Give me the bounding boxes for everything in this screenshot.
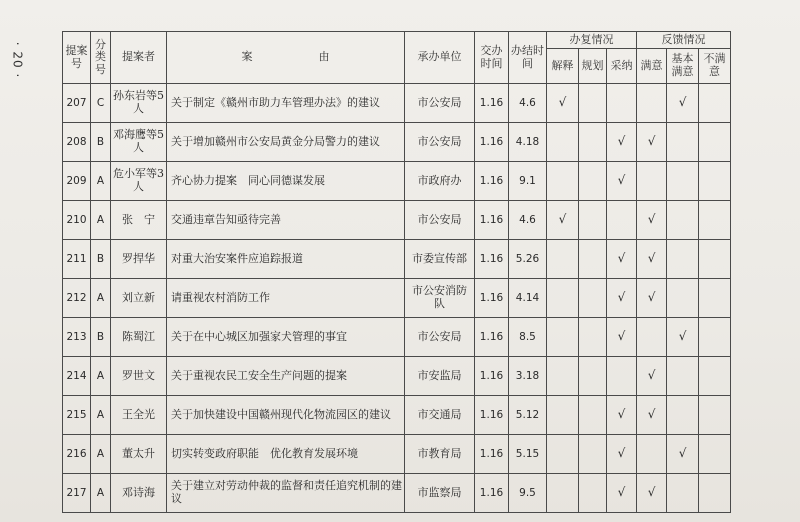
- cell-category: A: [91, 201, 111, 240]
- header-handling-group: 办复情况: [547, 32, 637, 49]
- cell-delivery-date: 1.16: [475, 162, 509, 201]
- cell-feedback-unsatisfied: [699, 318, 731, 357]
- cell-feedback-unsatisfied: [699, 396, 731, 435]
- header-handling-plan: 规划: [579, 49, 607, 84]
- cell-feedback-basically-satisfied: [667, 474, 699, 513]
- header-id: 提案号: [63, 32, 91, 84]
- header-feedback-satisfied: 满意: [637, 49, 667, 84]
- cell-proposer: 罗世文: [111, 357, 167, 396]
- cell-handling-plan: [579, 474, 607, 513]
- cell-unit: 市公安局: [405, 123, 475, 162]
- cell-completion-date: 4.14: [509, 279, 547, 318]
- header-handling-adopt: 采纳: [607, 49, 637, 84]
- cell-delivery-date: 1.16: [475, 357, 509, 396]
- cell-handling-plan: [579, 435, 607, 474]
- header-handling-explain: 解释: [547, 49, 579, 84]
- page-number: [8, 40, 26, 80]
- cell-completion-date: 4.6: [509, 84, 547, 123]
- cell-id: 207: [63, 84, 91, 123]
- cell-handling-adopt: √: [607, 162, 637, 201]
- cell-feedback-basically-satisfied: √: [667, 84, 699, 123]
- cell-completion-date: 4.6: [509, 201, 547, 240]
- table-row: [63, 318, 731, 357]
- table-row: [63, 357, 731, 396]
- cell-feedback-satisfied: √: [637, 396, 667, 435]
- cell-feedback-satisfied: √: [637, 123, 667, 162]
- cell-case: 对重大治安案件应追踪报道: [167, 240, 405, 279]
- cell-feedback-basically-satisfied: √: [667, 435, 699, 474]
- cell-delivery-date: 1.16: [475, 279, 509, 318]
- cell-delivery-date: 1.16: [475, 123, 509, 162]
- cell-unit: 市公安局: [405, 318, 475, 357]
- cell-delivery-date: 1.16: [475, 84, 509, 123]
- cell-unit: 市监察局: [405, 474, 475, 513]
- cell-case: 齐心协力提案 同心同德谋发展: [167, 162, 405, 201]
- cell-completion-date: 5.12: [509, 396, 547, 435]
- cell-handling-plan: [579, 357, 607, 396]
- cell-id: 214: [63, 357, 91, 396]
- header-completion-date: 办结时间: [509, 32, 547, 84]
- cell-feedback-unsatisfied: [699, 279, 731, 318]
- cell-completion-date: 9.1: [509, 162, 547, 201]
- cell-unit: 市公安局: [405, 84, 475, 123]
- cell-id: 213: [63, 318, 91, 357]
- table-row: [63, 396, 731, 435]
- cell-handling-explain: √: [547, 201, 579, 240]
- cell-feedback-basically-satisfied: [667, 201, 699, 240]
- cell-id: 210: [63, 201, 91, 240]
- cell-unit: 市公安消防队: [405, 279, 475, 318]
- table-row: [63, 123, 731, 162]
- cell-category: A: [91, 435, 111, 474]
- cell-feedback-unsatisfied: [699, 435, 731, 474]
- table-row: [63, 162, 731, 201]
- cell-handling-adopt: √: [607, 396, 637, 435]
- cell-case: 关于建立对劳动仲裁的监督和责任追究机制的建议: [167, 474, 405, 513]
- cell-id: 211: [63, 240, 91, 279]
- table-row: [63, 240, 731, 279]
- cell-category: B: [91, 123, 111, 162]
- cell-completion-date: 3.18: [509, 357, 547, 396]
- cell-case: 请重视农村消防工作: [167, 279, 405, 318]
- cell-completion-date: 5.15: [509, 435, 547, 474]
- cell-feedback-basically-satisfied: [667, 123, 699, 162]
- cell-delivery-date: 1.16: [475, 240, 509, 279]
- cell-proposer: 王全光: [111, 396, 167, 435]
- cell-delivery-date: 1.16: [475, 396, 509, 435]
- header-feedback-basically-satisfied: 基本满意: [667, 49, 699, 84]
- cell-handling-plan: [579, 201, 607, 240]
- cell-id: 209: [63, 162, 91, 201]
- cell-unit: 市委宣传部: [405, 240, 475, 279]
- cell-handling-explain: [547, 240, 579, 279]
- header-delivery-date: 交办时间: [475, 32, 509, 84]
- header-row-1: [63, 32, 731, 49]
- cell-feedback-basically-satisfied: [667, 162, 699, 201]
- cell-delivery-date: 1.16: [475, 201, 509, 240]
- cell-handling-plan: [579, 123, 607, 162]
- cell-proposer: 邓海鹰等5人: [111, 123, 167, 162]
- cell-category: A: [91, 162, 111, 201]
- cell-feedback-satisfied: [637, 318, 667, 357]
- cell-id: 208: [63, 123, 91, 162]
- proposals-table: [62, 31, 731, 513]
- header-category: 分类号: [91, 32, 111, 84]
- cell-case: 关于在中心城区加强家犬管理的事宜: [167, 318, 405, 357]
- cell-proposer: 孙东岩等5人: [111, 84, 167, 123]
- cell-case: 关于加快建设中国赣州现代化物流园区的建议: [167, 396, 405, 435]
- cell-feedback-unsatisfied: [699, 123, 731, 162]
- cell-feedback-unsatisfied: [699, 357, 731, 396]
- header-feedback-unsatisfied: 不满意: [699, 49, 731, 84]
- cell-handling-plan: [579, 396, 607, 435]
- cell-handling-explain: [547, 435, 579, 474]
- cell-feedback-satisfied: [637, 84, 667, 123]
- cell-handling-explain: √: [547, 84, 579, 123]
- cell-completion-date: 9.5: [509, 474, 547, 513]
- cell-handling-plan: [579, 162, 607, 201]
- table-row: [63, 474, 731, 513]
- table-row: [63, 435, 731, 474]
- header-feedback-group: 反馈情况: [637, 32, 731, 49]
- header-proposer: 提案者: [111, 32, 167, 84]
- cell-handling-adopt: √: [607, 123, 637, 162]
- cell-handling-adopt: √: [607, 279, 637, 318]
- cell-handling-plan: [579, 279, 607, 318]
- cell-category: C: [91, 84, 111, 123]
- cell-completion-date: 5.26: [509, 240, 547, 279]
- cell-id: 216: [63, 435, 91, 474]
- cell-case: 关于重视农民工安全生产问题的提案: [167, 357, 405, 396]
- cell-proposer: 张 宁: [111, 201, 167, 240]
- cell-feedback-satisfied: √: [637, 240, 667, 279]
- cell-category: A: [91, 357, 111, 396]
- cell-handling-adopt: [607, 201, 637, 240]
- cell-feedback-unsatisfied: [699, 84, 731, 123]
- cell-proposer: 罗捍华: [111, 240, 167, 279]
- cell-handling-adopt: √: [607, 240, 637, 279]
- cell-case: 交通违章告知亟待完善: [167, 201, 405, 240]
- cell-feedback-basically-satisfied: [667, 357, 699, 396]
- cell-feedback-unsatisfied: [699, 162, 731, 201]
- cell-handling-plan: [579, 84, 607, 123]
- cell-category: A: [91, 474, 111, 513]
- header-unit: 承办单位: [405, 32, 475, 84]
- cell-proposer: 刘立新: [111, 279, 167, 318]
- cell-handling-explain: [547, 357, 579, 396]
- cell-category: A: [91, 279, 111, 318]
- cell-handling-explain: [547, 396, 579, 435]
- cell-delivery-date: 1.16: [475, 435, 509, 474]
- table-row: [63, 84, 731, 123]
- cell-handling-adopt: √: [607, 318, 637, 357]
- cell-category: B: [91, 240, 111, 279]
- cell-handling-plan: [579, 240, 607, 279]
- cell-id: 212: [63, 279, 91, 318]
- cell-delivery-date: 1.16: [475, 474, 509, 513]
- header-case: 案 由: [167, 32, 405, 84]
- cell-id: 217: [63, 474, 91, 513]
- cell-case: 关于增加赣州市公安局黄金分局警力的建议: [167, 123, 405, 162]
- cell-delivery-date: 1.16: [475, 318, 509, 357]
- cell-handling-adopt: √: [607, 435, 637, 474]
- cell-handling-adopt: [607, 357, 637, 396]
- cell-unit: 市教育局: [405, 435, 475, 474]
- cell-feedback-basically-satisfied: √: [667, 318, 699, 357]
- cell-unit: 市政府办: [405, 162, 475, 201]
- cell-feedback-satisfied: [637, 435, 667, 474]
- cell-proposer: 危小军等3人: [111, 162, 167, 201]
- cell-handling-explain: [547, 162, 579, 201]
- cell-unit: 市安监局: [405, 357, 475, 396]
- cell-feedback-unsatisfied: [699, 240, 731, 279]
- page-number-text: · 20 ·: [10, 41, 24, 79]
- cell-handling-explain: [547, 123, 579, 162]
- cell-handling-explain: [547, 474, 579, 513]
- table-body: [63, 84, 731, 513]
- cell-case: 切实转变政府职能 优化教育发展环境: [167, 435, 405, 474]
- cell-category: A: [91, 396, 111, 435]
- cell-unit: 市公安局: [405, 201, 475, 240]
- cell-feedback-satisfied: √: [637, 201, 667, 240]
- cell-id: 215: [63, 396, 91, 435]
- cell-handling-plan: [579, 318, 607, 357]
- cell-category: B: [91, 318, 111, 357]
- cell-handling-explain: [547, 318, 579, 357]
- cell-completion-date: 8.5: [509, 318, 547, 357]
- cell-feedback-satisfied: √: [637, 474, 667, 513]
- cell-handling-adopt: √: [607, 474, 637, 513]
- cell-feedback-basically-satisfied: [667, 279, 699, 318]
- cell-handling-explain: [547, 279, 579, 318]
- table-row: [63, 201, 731, 240]
- table-row: [63, 279, 731, 318]
- cell-feedback-unsatisfied: [699, 201, 731, 240]
- cell-feedback-satisfied: [637, 162, 667, 201]
- cell-case: 关于制定《赣州市助力车管理办法》的建议: [167, 84, 405, 123]
- cell-feedback-basically-satisfied: [667, 240, 699, 279]
- cell-feedback-satisfied: √: [637, 279, 667, 318]
- cell-proposer: 董太升: [111, 435, 167, 474]
- cell-feedback-unsatisfied: [699, 474, 731, 513]
- cell-feedback-satisfied: √: [637, 357, 667, 396]
- cell-feedback-basically-satisfied: [667, 396, 699, 435]
- cell-completion-date: 4.18: [509, 123, 547, 162]
- cell-proposer: 陈蜀江: [111, 318, 167, 357]
- cell-proposer: 邓诗海: [111, 474, 167, 513]
- cell-unit: 市交通局: [405, 396, 475, 435]
- cell-handling-adopt: [607, 84, 637, 123]
